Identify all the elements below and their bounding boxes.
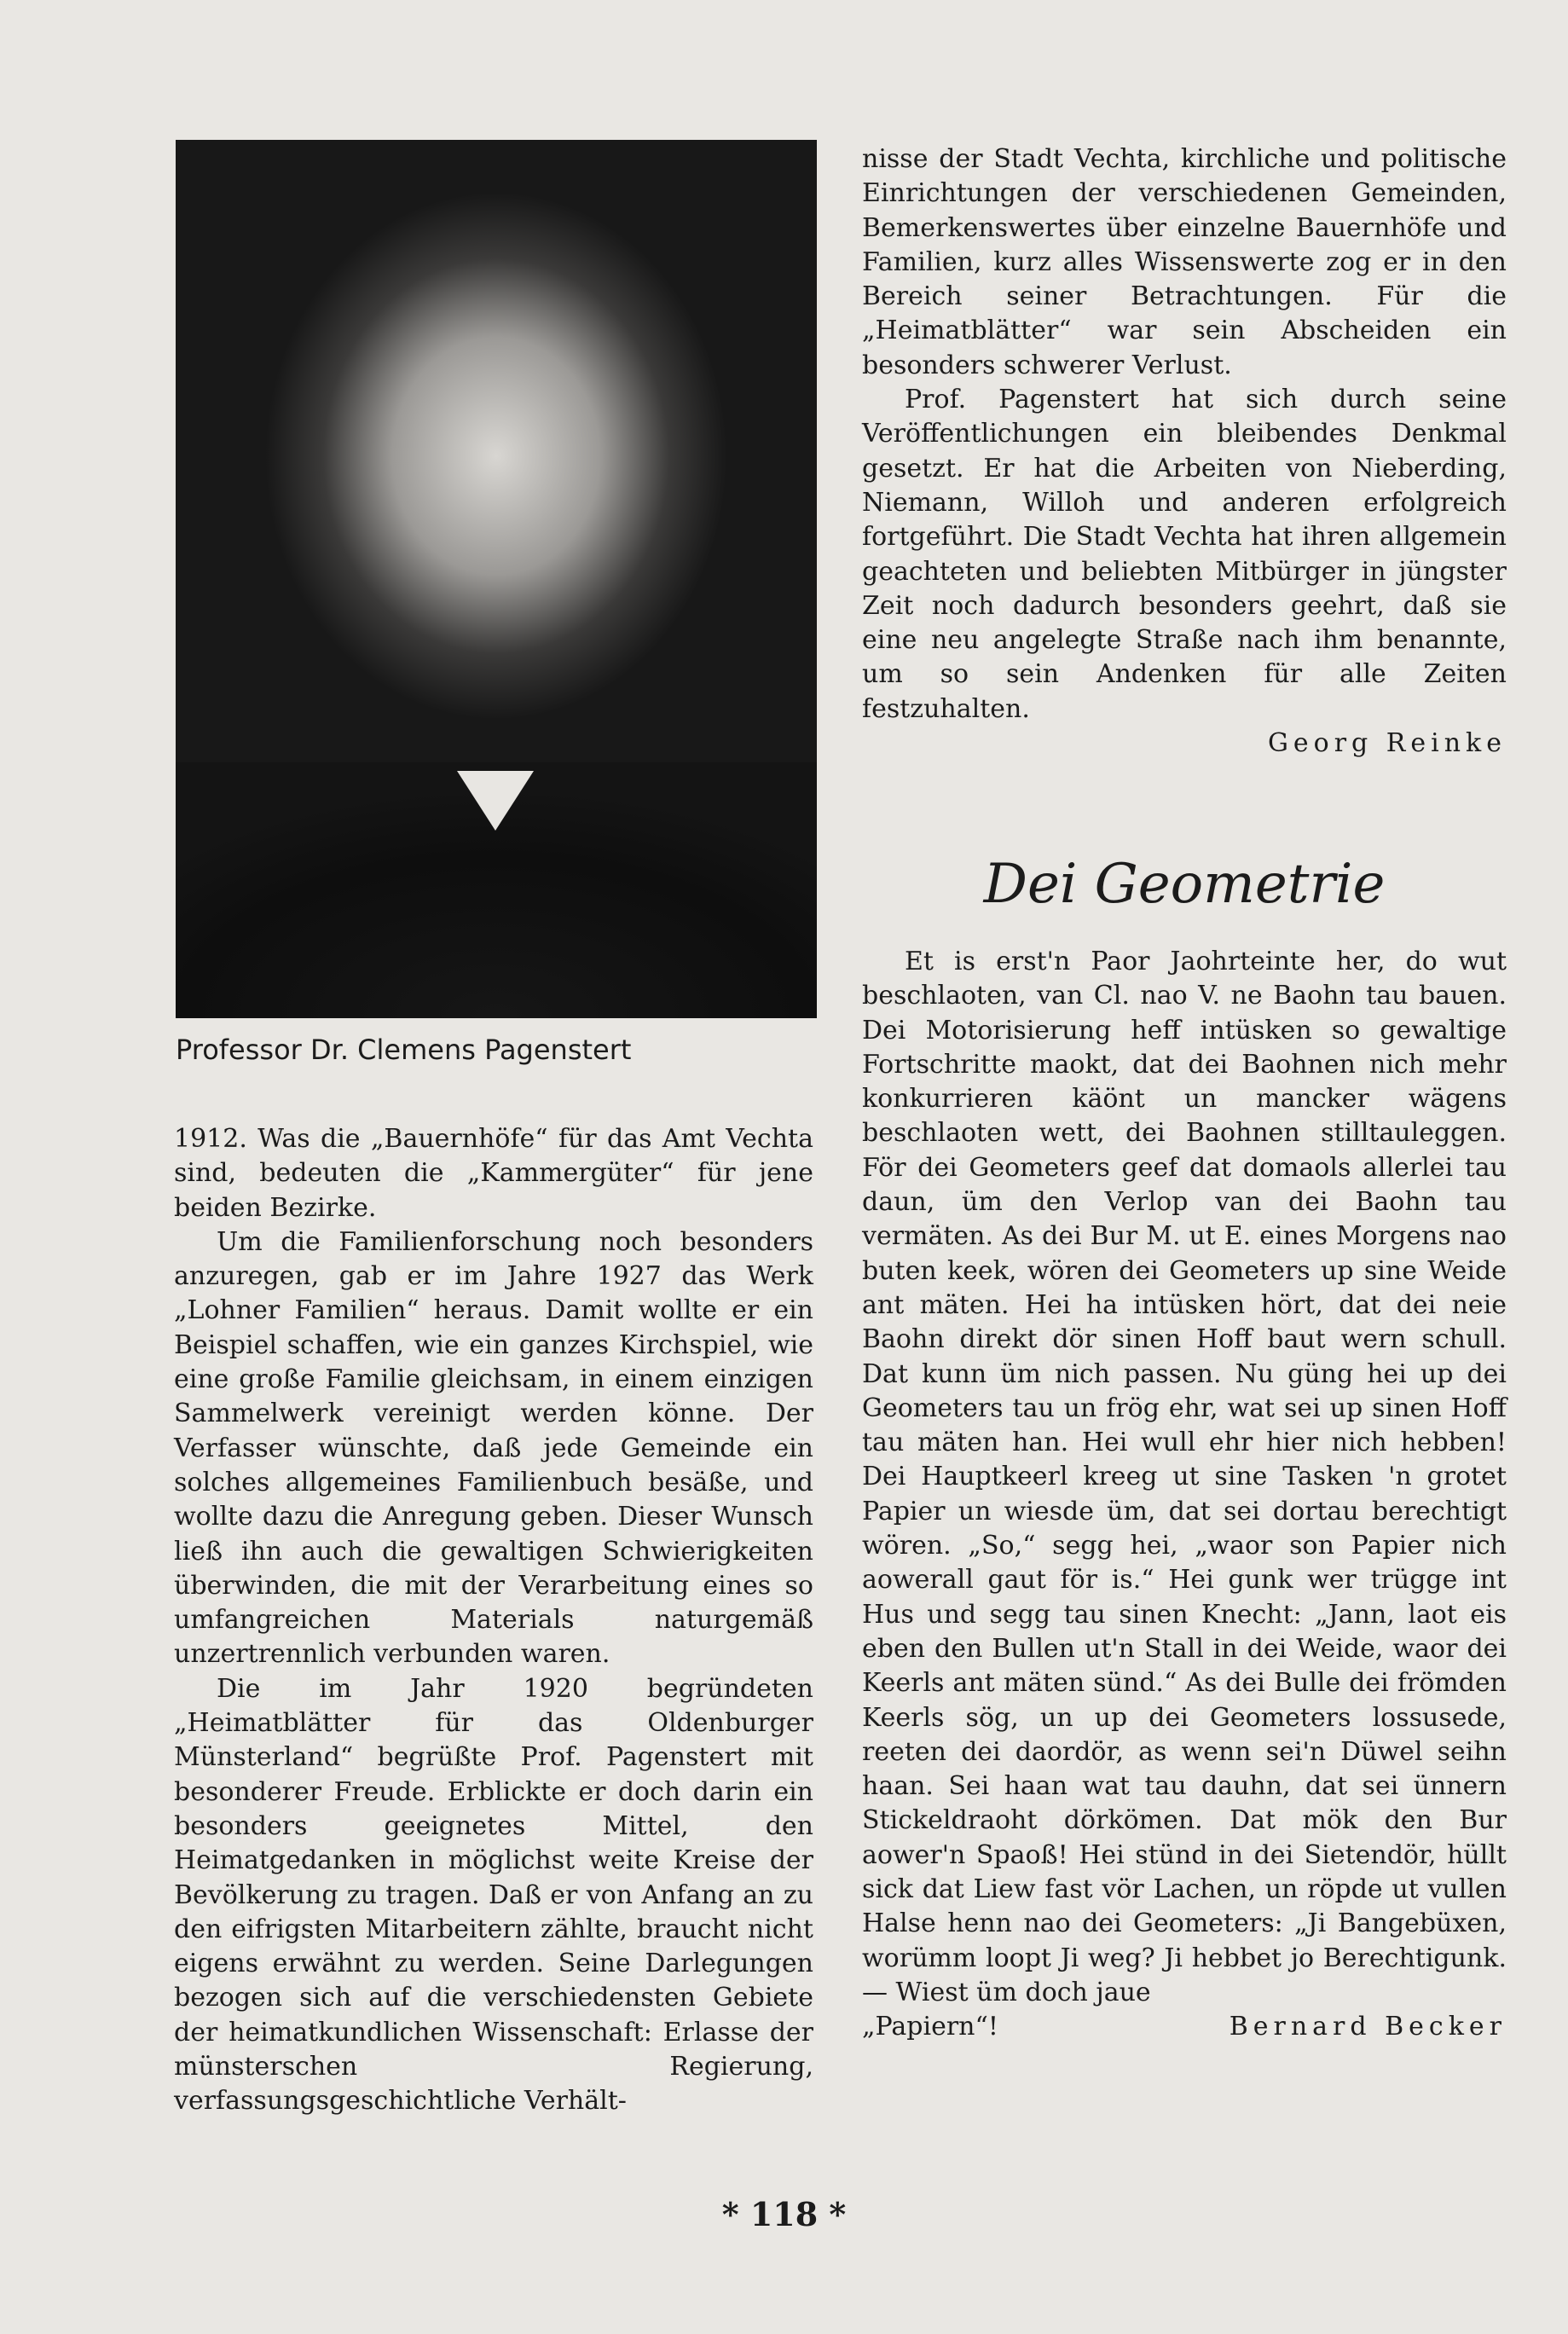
article-title: Dei Geometrie [983, 853, 1386, 916]
signature-becker: Bernard Becker [1229, 2012, 1507, 2042]
article-paragraph: Et is erst'n Paor Jaohrteinte her, do wut beschlaoten, van Cl. nao V. ne Baohn tau bauen. Dei Motorisierung heff intüsken so gewaltige Fortschritte maokt, dat dei Baohnen nich mehr konkurrieren käönt un mancker wägens beschlaoten wett, dei Baohnen stilltauleggen. För dei Geometers geef dat domaols allerlei tau daun, üm den Verlop van dei Baohn tau vermäten. As dei Bur M. ut E. eines Morgens nao buten keek, wören dei Geometers up sine Weide ant mäten. Hei ha intüsken hört, dat dei neie Baohn direkt dör sinen Hoff baut wern schull. Dat kunn üm nich passen. Nu güng hei up dei Geometers tau un frög ehr, wat sei up sinen Hoff tau mäten han. Hei wull ehr hier nich hebben! Dei Hauptkeerl kreeg ut sine Tasken 'n grotet Papier un wiesde üm, dat sei dortau berechtigt wören. „So,“ segg hei, „waor son Papier nich aowerall gaut för is.“ Hei gunk wer trügge int Hus und segg tau sinen Knecht: „Jann, laot eis eben den Bullen ut'n Stall in dei Weide, waor dei Keerls ant mäten sünd.“ As dei Bulle dei frömden Keerls sög, un up dei Geometers lossusede, reeten dei daordör, as wenn sei'n Düwel seihn haan. Sei haan wat tau dauhn, dat sei ünnern Stickeldraoht dörkömen. Dat mök den Bur aower'n Spaoß! Hei stünd in dei Sietendör, hüllt sick dat Liew fast vör Lachen, un röpde ut vullen Halse henn nao dei Geometers: „Ji Bangebüxen, worümm loopt Ji weg? Ji hebbet jo Berechtigunk. — Wiest üm doch jaue [862, 947, 1507, 2007]
right-column-article [862, 945, 1507, 2045]
right-column-top [862, 142, 1507, 761]
photo-caption: Professor Dr. Clemens Pagenstert [176, 1034, 632, 1066]
page-number: * 118 * [721, 2195, 847, 2233]
portrait-photo [176, 140, 817, 1018]
left-paragraph-1: 1912. Was die „Bauernhöfe“ für das Amt Vechta sind, bedeuten die „Kammergüter“ für jene beiden Bezirke. [174, 1124, 813, 1223]
left-paragraph-3: Die im Jahr 1920 begründeten „Heimatblätter für das Oldenburger Münsterland“ begrüßte Prof. Pagenstert mit besonderer Freude. Erblickte er doch darin ein besonders geeignetes Mittel, den Heimatgedanken in möglichst weite Kreise der Bevölkerung zu tragen. Daß er von Anfang an zu den eifrigsten Mitarbeitern zählte, braucht nicht eigens erwähnt zu werden. Seine Darlegungen bezogen sich auf die verschiedensten Gebiete der heimatkundlichen Wissenschaft: Erlasse der münsterschen Regierung, verfassungsgeschichtliche Verhält- [174, 1673, 813, 2117]
left-paragraph-2: Um die Familienforschung noch besonders anzuregen, gab er im Jahre 1927 das Werk „Lohner Familien“ heraus. Damit wollte er ein Beispiel schaffen, wie ein ganzes Kirchspiel, wie eine große Familie gleichsam, in einem einzigen Sammelwerk vereinigt werden könne. Der Verfasser wünschte, daß jede Gemeinde ein solches allgemeines Familienbuch besäße, und wollte dazu die Anregung geben. Dieser Wunsch ließ ihn auch die gewaltigen Schwierigkeiten überwinden, die mit der Verarbeitung eines so umfangreichen Materials naturgemäß unzertrennlich verbunden waren. [174, 1226, 813, 1670]
left-column [174, 1122, 813, 2119]
article-last-line [862, 2010, 1507, 2044]
article-closing: „Papiern“! [862, 2012, 998, 2042]
signature-reinke: Georg Reinke [1267, 728, 1507, 759]
right-paragraph-2: Prof. Pagenstert hat sich durch seine Veröffentlichungen ein bleibendes Denkmal gesetzt. Er hat die Arbeiten von Nieberding, Niemann, Willoh und anderen erfolgreich fortgeführt. Die Stadt Vechta hat ihren allgemein geachteten und beliebten Mitbürger in jüngster Zeit noch dadurch besonders geehrt, daß sie eine neu angelegte Straße nach ihm benannte, um so sein Andenken für alle Zeiten festzuhalten. [862, 385, 1507, 724]
right-paragraph-1: nisse der Stadt Vechta, kirchliche und politische Einrichtungen der verschiedenen Gemeinden, Bemerkenswertes über einzelne Bauernhöfe und Familien, kurz alles Wissenswerte zog er in den Bereich seiner Betrachtungen. Für die „Heimatblätter“ war sein Abscheiden ein besonders schwerer Verlust. [862, 144, 1507, 380]
